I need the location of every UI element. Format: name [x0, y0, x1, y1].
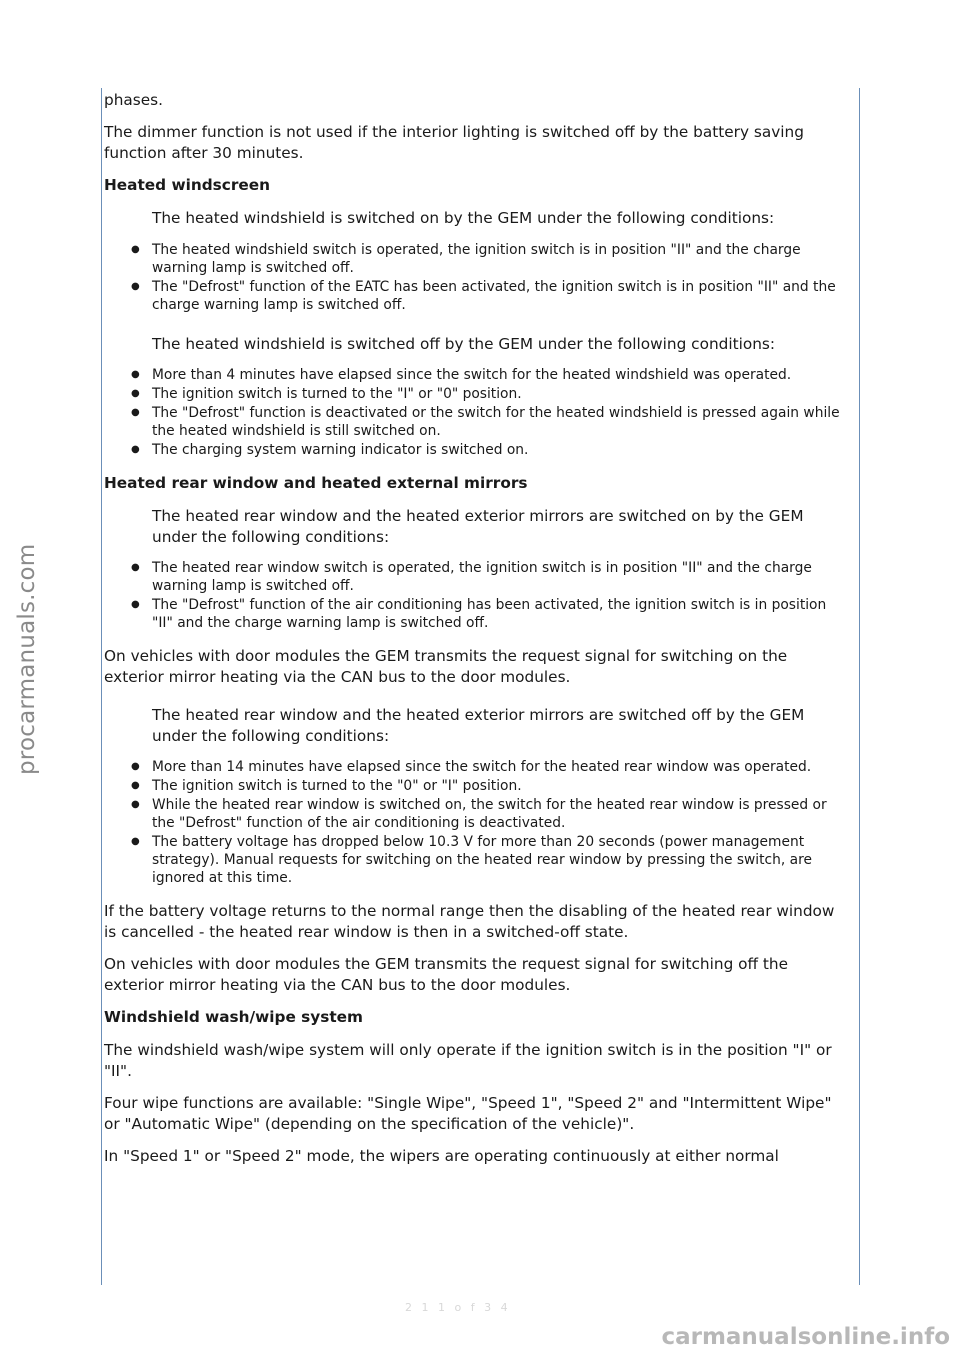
rear-off-list — [104, 758, 850, 887]
door-on-note: On vehicles with door modules the GEM transmits the request signal for switching on the exterior mirror heating via the CAN bus to the door modules. — [104, 647, 788, 686]
list-item: ● The battery voltage has dropped below 10.3 V for more than 20 seconds (power management strategy). Manual requests for switching on the heated rear window by pressing the switch, are ignored at this time. — [152, 833, 850, 887]
list-item: ● The "Defrost" function is deactivated or the switch for the heated windshield is pressed again while the heated windshield is still switched on. — [152, 404, 850, 440]
dimmer-note: The dimmer function is not used if the interior lighting is switched off by the battery saving function after 30 minutes. — [104, 123, 804, 162]
page-number: 2 1 1 o f 3 4 — [405, 1301, 511, 1314]
list-item: ● The heated windshield switch is operated, the ignition switch is in position "II" and the charge warning lamp is switched off. — [152, 241, 850, 277]
rear-off-lead: The heated rear window and the heated exterior mirrors are switched off by the GEM under the following conditions: — [152, 706, 805, 745]
heading-heated-windscreen: Heated windscreen — [104, 176, 271, 194]
list-item: ● While the heated rear window is switched on, the switch for the heated rear window is pressed or the "Defrost" function of the air conditioning is deactivated. — [152, 796, 850, 832]
windscreen-off-lead: The heated windshield is switched off by the GEM under the following conditions: — [152, 334, 776, 353]
left-rule — [101, 88, 102, 1285]
rear-on-lead: The heated rear window and the heated exterior mirrors are switched on by the GEM under the following conditions: — [152, 507, 804, 546]
heading-heated-rear-window: Heated rear window and heated external mirrors — [104, 474, 528, 492]
battery-note: If the battery voltage returns to the normal range then the disabling of the heated rear window is cancelled - the heated rear window is then in a switched-off state. — [104, 902, 835, 941]
list-item: ● More than 4 minutes have elapsed since the switch for the heated windshield was operated. — [152, 366, 850, 384]
wiper-paragraph-1: The windshield wash/wipe system will only operate if the ignition switch is in the position "I" or "II". — [104, 1041, 832, 1080]
windscreen-on-list — [104, 241, 850, 314]
bottom-watermark: carmanualsonline.info — [661, 1324, 950, 1350]
right-rule — [859, 88, 860, 1285]
list-item: ● The ignition switch is turned to the "I" or "0" position. — [152, 385, 850, 403]
list-item: ● The ignition switch is turned to the "0" or "I" position. — [152, 777, 850, 795]
windscreen-off-list — [104, 366, 850, 459]
rear-on-list — [104, 559, 850, 632]
windscreen-on-lead: The heated windshield is switched on by the GEM under the following conditions: — [152, 209, 775, 227]
document-body — [104, 90, 850, 1178]
wiper-paragraph-2: Four wipe functions are available: "Single Wipe", "Speed 1", "Speed 2" and "Intermittent Wipe" or "Automatic Wipe" (depending on the specification of the vehicle)". — [104, 1094, 832, 1133]
list-item: ● The heated rear window switch is operated, the ignition switch is in position "II" and the charge warning lamp is switched off. — [152, 559, 850, 595]
wiper-paragraph-3: In "Speed 1" or "Speed 2" mode, the wipers are operating continuously at either normal — [104, 1147, 779, 1165]
side-watermark: procarmanuals.com — [14, 543, 40, 775]
list-item: ● More than 14 minutes have elapsed since the switch for the heated rear window was operated. — [152, 758, 850, 776]
heading-wash-wipe: Windshield wash/wipe system — [104, 1008, 363, 1026]
list-item: ● The "Defrost" function of the air conditioning has been activated, the ignition switch is in position "II" and the charge warning lamp is switched off. — [152, 596, 850, 632]
door-off-note: On vehicles with door modules the GEM transmits the request signal for switching off the exterior mirror heating via the CAN bus to the door modules. — [104, 955, 789, 994]
list-item: ● The "Defrost" function of the EATC has been activated, the ignition switch is in position "II" and the charge warning lamp is switched off. — [152, 278, 850, 314]
list-item: ● The charging system warning indicator is switched on. — [152, 441, 850, 459]
intro-text: phases. — [104, 91, 163, 109]
